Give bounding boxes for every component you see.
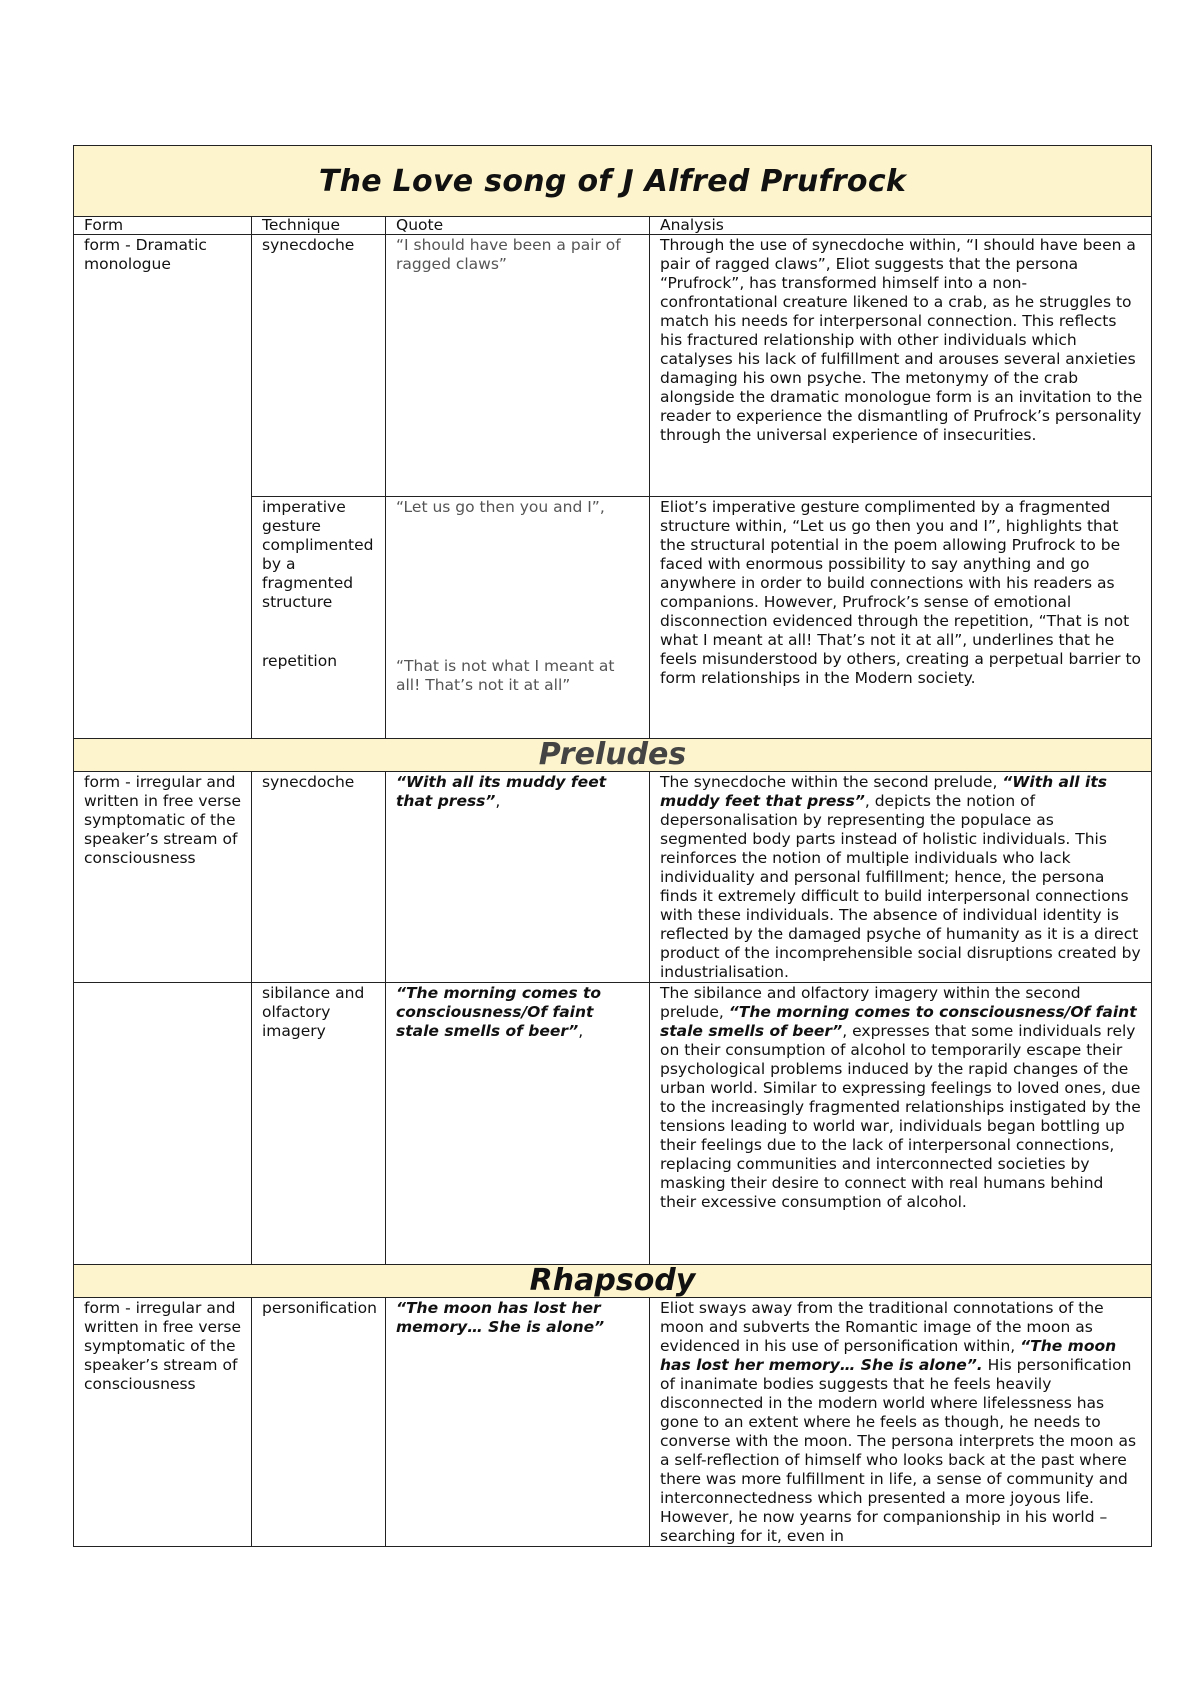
preludes-analysis-1-quote: “With all its muddy feet that press” <box>660 773 1107 810</box>
document-title: The Love song of J Alfred Prufrock <box>74 146 1152 217</box>
preludes-analysis-1-pre: The synecdoche within the second prelude, <box>660 773 1003 791</box>
preludes-quote-2: “The morning comes to consciousness/Of faint stale smells of beer” <box>396 984 601 1040</box>
header-quote: Quote <box>386 217 650 235</box>
preludes-row-1 <box>74 772 1152 983</box>
preludes-analysis-2-pre: The sibilance and olfactory imagery within the second prelude, <box>660 984 1081 1021</box>
prufrock-technique-repetition: repetition <box>262 652 338 670</box>
rhapsody-analysis-1-post: His personification of inanimate bodies suggests that he feels heavily disconnected in the modern world where lifelessness has gone to an extent where he feels as though, he needs to converse with the moon. The persona interprets the moon as a self-reflection of himself who looks back at the past where there was more fulfillment in life, a sense of community and interconnectedness which presented a more joyous life. However, he now yearns for companionship in his world – searching for it, even in <box>660 1356 1137 1545</box>
rhapsody-heading-row <box>74 1265 1152 1298</box>
prufrock-technique-2-cell <box>252 497 386 739</box>
preludes-analysis-1-post: , depicts the notion of depersonalisation by representing the populace as segmented body parts instead of holistic individuals. This reinforces the notion of multiple individuals who lack individuality and personal fulfillment; hence, the persona finds it extremely difficult to build interpersonal connections with these individuals. The absence of individual identity is reflected by the damaged psyche of humanity as it is a direct product of the incomprehensible social disruptions created by industrialisation. <box>660 792 1141 981</box>
prufrock-form-cell <box>74 235 252 739</box>
preludes-quote-2-punct: , <box>578 1022 584 1040</box>
preludes-analysis-1-cell <box>650 772 1152 983</box>
preludes-form-2-empty <box>74 983 252 1265</box>
prufrock-row-1 <box>74 235 1152 497</box>
preludes-quote-1-cell <box>386 772 650 983</box>
prufrock-quote-2-cell <box>386 497 650 739</box>
header-analysis: Analysis <box>650 217 1152 235</box>
study-notes-table <box>73 145 1152 1547</box>
preludes-form-1: form - irregular and written in free verse symptomatic of the speaker’s stream of consciousness <box>74 772 252 983</box>
preludes-technique-1: synecdoche <box>252 772 386 983</box>
prufrock-technique-1: synecdoche <box>252 235 386 497</box>
prufrock-technique-imperative: imperative gesture complimented by a fragmented structure <box>262 498 374 611</box>
header-row <box>74 217 1152 235</box>
prufrock-quote-imperative: “Let us go then you and I”, <box>396 498 605 516</box>
rhapsody-quote-1-cell <box>386 1298 650 1547</box>
header-technique: Technique <box>252 217 386 235</box>
rhapsody-analysis-1-cell <box>650 1298 1152 1547</box>
rhapsody-form-1: form - irregular and written in free verse symptomatic of the speaker’s stream of consciousness <box>74 1298 252 1547</box>
preludes-row-2 <box>74 983 1152 1265</box>
document-page <box>73 145 1151 1547</box>
preludes-analysis-2-quote: “The morning comes to consciousness/Of faint stale smells of beer” <box>660 1003 1137 1040</box>
rhapsody-quote-1: “The moon has lost her memory… She is alone” <box>396 1299 605 1336</box>
rhapsody-row-1 <box>74 1298 1152 1547</box>
preludes-technique-2: sibilance and olfactory imagery <box>252 983 386 1265</box>
rhapsody-technique-1: personification <box>252 1298 386 1547</box>
preludes-quote-1-punct: , <box>495 792 501 810</box>
rhapsody-analysis-1-quote: “The moon has lost her memory… She is alone”. <box>660 1337 1117 1374</box>
preludes-heading-row <box>74 739 1152 772</box>
preludes-analysis-2-post: , expresses that some individuals rely on their consumption of alcohol to temporarily escape their psychological problems induced by the rapid changes of the urban world. Similar to expressing feelings to loved ones, due to the increasingly fragmented relationships instigated by the tensions leading to world war, individuals began bottling up their feelings due to the lack of interpersonal connections, replacing communities and interconnected societies by masking their desire to connect with real humans behind their excessive consumption of alcohol. <box>660 1022 1141 1211</box>
preludes-quote-1: “With all its muddy feet that press” <box>396 773 607 810</box>
prufrock-analysis-2: Eliot’s imperative gesture complimented by a fragmented structure within, “Let us go then you and I”, highlights that the structural potential in the poem allowing Prufrock to be faced with enormous possibility to say anything and go anywhere in order to build connections with his readers as companions. However, Prufrock’s sense of emotional disconnection evidenced through the repetition, “That is not what I meant at all! That’s not it at all”, underlines that he feels misunderstood by others, creating a perpetual barrier to form relationships in the Modern society. <box>650 497 1152 739</box>
title-row <box>74 146 1152 217</box>
preludes-quote-2-cell <box>386 983 650 1265</box>
header-form: Form <box>74 217 252 235</box>
prufrock-analysis-1: Through the use of synecdoche within, “I should have been a pair of ragged claws”, Eliot suggests that the persona “Prufrock”, has transformed himself into a non-confrontational creature likened to a crab, as he struggles to match his needs for interpersonal connection. This reflects his fractured relationship with other individuals which catalyses his lack of fulfillment and arouses several anxieties damaging his own psyche. The metonymy of the crab alongside the dramatic monologue form is an invitation to the reader to experience the dismantling of Prufrock’s personality through the universal experience of insecurities. <box>650 235 1152 497</box>
preludes-heading: Preludes <box>74 739 1152 772</box>
rhapsody-heading: Rhapsody <box>74 1265 1152 1298</box>
rhapsody-analysis-1-pre: Eliot sways away from the traditional connotations of the moon and subverts the Romantic image of the moon as evidenced in his use of personification within, <box>660 1299 1104 1355</box>
prufrock-form: form - Dramatic monologue <box>84 236 207 273</box>
prufrock-quote-1: “I should have been a pair of ragged claws” <box>386 235 650 497</box>
prufrock-quote-repetition: “That is not what I meant at all! That’s not it at all” <box>396 657 615 694</box>
preludes-analysis-2-cell <box>650 983 1152 1265</box>
